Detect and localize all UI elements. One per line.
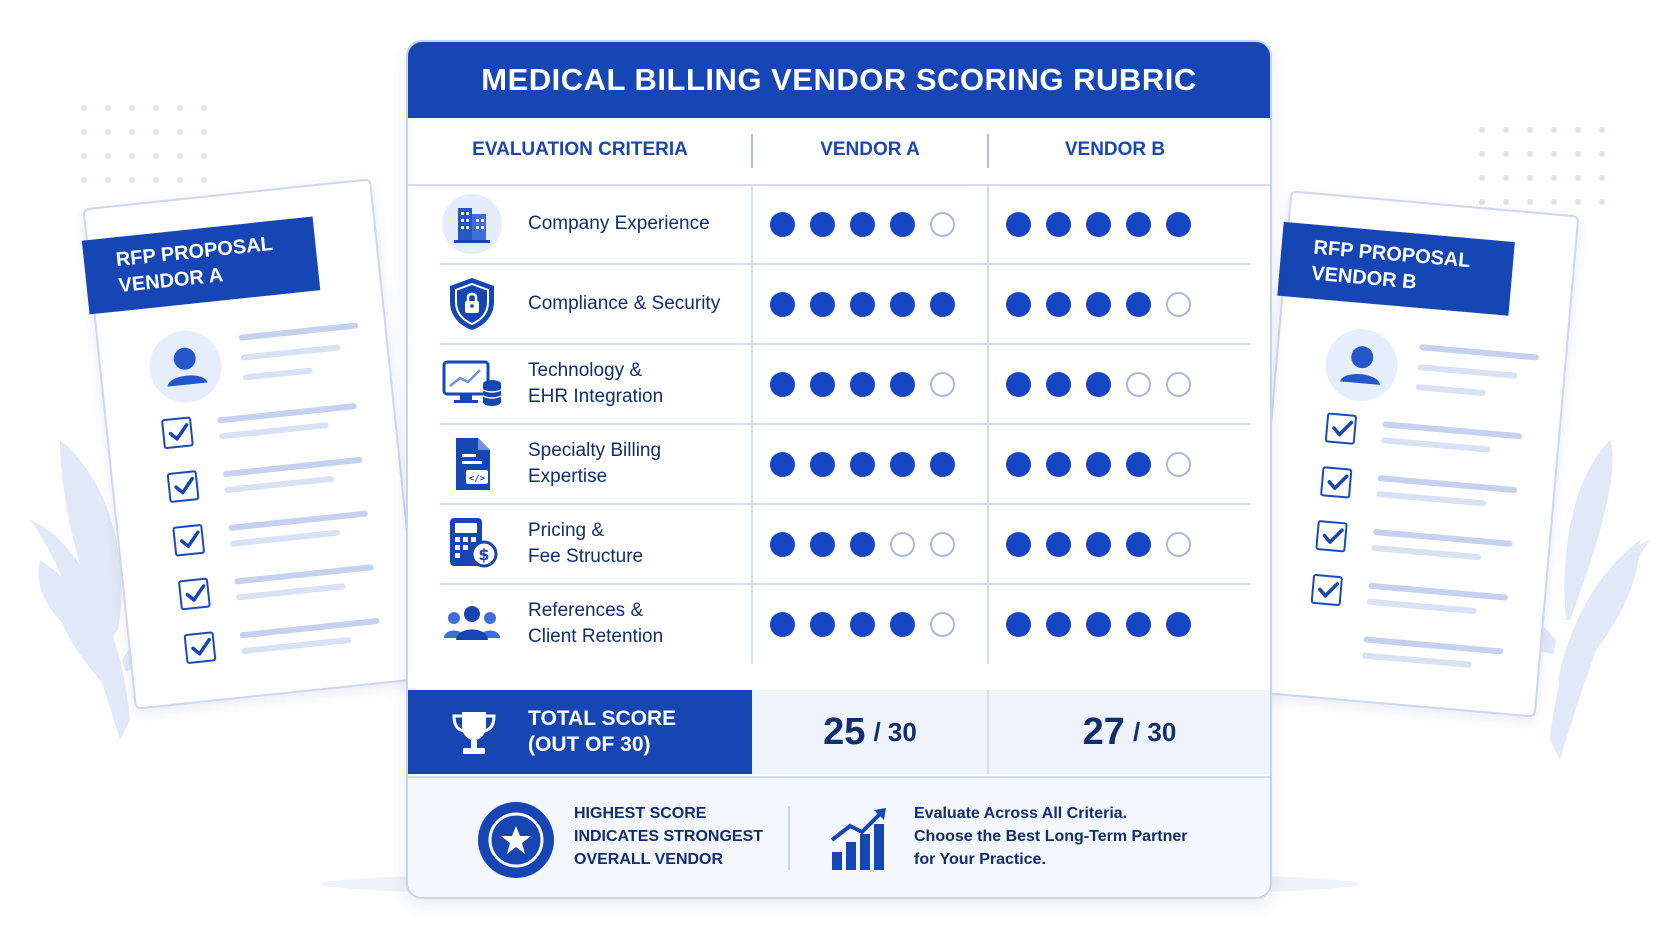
checkbox-checked: [1311, 574, 1344, 607]
total-score-value-a: 25: [823, 710, 866, 753]
rating-vendor-b: [1006, 532, 1191, 560]
total-score-vendor-b: [989, 690, 1270, 774]
column-divider: [751, 424, 753, 504]
calculator-dollar-icon: [440, 514, 504, 574]
rating-dot-empty: [1166, 452, 1191, 477]
column-divider: [987, 504, 989, 584]
text-line: [1362, 652, 1472, 668]
column-divider: [751, 344, 753, 424]
criteria-row: [408, 344, 1270, 424]
text-line: [1381, 437, 1491, 453]
checkbox-checked: [184, 631, 217, 664]
criteria-label-text: Compliance & Security: [528, 293, 721, 314]
total-score-out-of-b: / 30: [1132, 716, 1177, 747]
criteria-row: [408, 504, 1270, 584]
svg-text:$: $: [478, 545, 490, 564]
table-header: [408, 118, 1270, 186]
text-line: [219, 422, 329, 439]
rating-dot-filled: [1086, 532, 1111, 557]
checkmark-icon: [1329, 416, 1355, 442]
text-line: [241, 637, 351, 654]
text-line: [234, 564, 374, 585]
user-icon: [146, 327, 225, 406]
avatar: [146, 327, 225, 406]
rating-dot-filled: [770, 612, 795, 637]
criteria-label: [528, 584, 748, 664]
text-line: [224, 476, 334, 493]
rating-dot-filled: [890, 372, 915, 397]
rating-dot-filled: [1006, 612, 1031, 637]
criteria-row: [408, 264, 1270, 344]
rating-dot-filled: [850, 532, 875, 557]
column-divider: [987, 584, 989, 664]
text-line: [243, 367, 313, 380]
building-icon: [440, 194, 504, 254]
rating-dot-filled: [1046, 292, 1071, 317]
rating-vendor-a: [770, 612, 955, 640]
rating-dot-filled: [1086, 612, 1111, 637]
total-score-row: [408, 690, 1270, 774]
text-line: [1378, 475, 1518, 493]
rating-dot-empty: [930, 532, 955, 557]
column-header-vendor-a: VENDOR A: [820, 139, 920, 160]
column-divider: [751, 264, 753, 344]
total-score-value-b: 27: [1082, 710, 1125, 753]
text-line: [1419, 344, 1539, 360]
rating-dot-filled: [1006, 532, 1031, 557]
column-divider: [987, 184, 989, 264]
proposal-document-vendor-b: [1247, 190, 1580, 717]
proposal-document-vendor-a: [82, 178, 423, 710]
rating-dot-filled: [890, 452, 915, 477]
criteria-row: [408, 424, 1270, 504]
rating-dot-empty: [930, 372, 955, 397]
text-line: [241, 344, 341, 360]
total-score-out-of-a: / 30: [873, 716, 917, 747]
rating-dot-filled: [1126, 212, 1151, 237]
dot-grid-left: [81, 105, 207, 183]
rating-dot-filled: [890, 292, 915, 317]
rating-dot-empty: [1166, 532, 1191, 557]
scoring-rubric-card: [406, 40, 1272, 899]
proposal-banner-vendor-a: [82, 217, 320, 315]
footer-divider: [788, 806, 790, 870]
checkmark-icon: [182, 581, 208, 607]
checkbox-checked: [172, 524, 205, 557]
rating-dot-filled: [850, 612, 875, 637]
footer-left-note-text: HIGHEST SCORE INDICATES STRONGEST OVERALL VENDOR: [574, 805, 764, 868]
footer-left-note: [574, 802, 774, 871]
svg-text:</>: </>: [468, 474, 486, 484]
rating-dot-filled: [850, 292, 875, 317]
rating-dot-filled: [1086, 292, 1111, 317]
proposal-banner-vendor-b: [1277, 222, 1515, 316]
footer-notes: [408, 776, 1270, 899]
rating-dot-filled: [1166, 212, 1191, 237]
checkbox-checked: [178, 577, 211, 610]
checkmark-icon: [188, 634, 214, 660]
column-divider: [987, 264, 989, 344]
criteria-label: [528, 184, 748, 264]
rating-vendor-b: [1006, 372, 1191, 400]
rating-dot-filled: [1006, 292, 1031, 317]
code-document-icon: [440, 434, 504, 494]
rating-dot-filled: [1166, 612, 1191, 637]
rating-dot-filled: [810, 292, 835, 317]
rating-dot-filled: [1006, 452, 1031, 477]
column-divider: [987, 424, 989, 504]
rating-vendor-b: [1006, 452, 1191, 480]
column-divider: [987, 344, 989, 424]
text-line: [236, 583, 346, 600]
criteria-label: [528, 344, 748, 424]
rating-dot-filled: [1046, 212, 1071, 237]
rating-dot-filled: [810, 612, 835, 637]
criteria-label: [528, 504, 748, 584]
rating-dot-filled: [850, 452, 875, 477]
criteria-label-text: Company Experience: [528, 213, 710, 234]
people-group-icon: [440, 594, 504, 654]
column-header-vendor-b: VENDOR B: [1064, 139, 1166, 160]
rating-dot-filled: [1006, 212, 1031, 237]
total-score-label-text: TOTAL SCORE (OUT OF 30): [528, 707, 677, 756]
footer-right-note: [914, 802, 1234, 871]
footer-right-note-text: Evaluate Across All Criteria. Choose the Best Long-Term Partner for Your Practice.: [914, 805, 1188, 868]
rating-dot-empty: [890, 532, 915, 557]
user-icon: [1323, 326, 1401, 404]
criteria-label: [528, 424, 748, 504]
rating-dot-filled: [1046, 372, 1071, 397]
dot-grid-right: [1479, 127, 1605, 205]
rating-dot-filled: [1086, 212, 1111, 237]
checkbox-checked: [1315, 520, 1348, 553]
rating-dot-filled: [930, 452, 955, 477]
rating-vendor-a: [770, 532, 955, 560]
text-line: [1363, 636, 1503, 654]
text-line: [228, 510, 368, 531]
star-badge-icon: [476, 800, 556, 880]
criteria-row: [408, 584, 1270, 664]
text-line: [217, 403, 357, 424]
checkbox-checked: [167, 470, 200, 503]
criteria-label-text: Specialty Billing Expertise: [528, 440, 662, 487]
column-divider: [751, 584, 753, 664]
proposal-banner-text: RFP PROPOSAL VENDOR B: [1310, 236, 1472, 294]
text-line: [223, 457, 363, 478]
trophy-icon: [446, 704, 502, 760]
rating-dot-empty: [1166, 292, 1191, 317]
checkmark-icon: [1320, 523, 1346, 549]
rating-dot-filled: [850, 212, 875, 237]
rating-dot-filled: [770, 532, 795, 557]
rating-dot-filled: [810, 212, 835, 237]
rating-dot-filled: [1086, 452, 1111, 477]
text-line: [230, 529, 340, 546]
criteria-label-text: References & Client Retention: [528, 600, 664, 647]
text-line: [1416, 384, 1486, 396]
checkmark-icon: [165, 420, 191, 446]
proposal-banner-text: RFP PROPOSAL VENDOR A: [114, 232, 274, 298]
rating-vendor-a: [770, 452, 955, 480]
shield-lock-icon: [440, 274, 504, 334]
total-score-label: [528, 690, 748, 774]
checkmark-icon: [171, 473, 197, 499]
checkmark-icon: [1324, 470, 1350, 496]
total-score-vendor-a: [752, 690, 988, 774]
rating-vendor-a: [770, 372, 955, 400]
rating-dot-filled: [1046, 612, 1071, 637]
rating-dot-empty: [1166, 372, 1191, 397]
rating-dot-filled: [770, 292, 795, 317]
total-score-label-cell: [408, 690, 752, 774]
text-line: [1373, 529, 1513, 547]
criteria-label-text: Technology & EHR Integration: [528, 360, 664, 407]
criteria-label-text: Pricing & Fee Structure: [528, 520, 644, 567]
rating-vendor-b: [1006, 292, 1191, 320]
rating-dot-filled: [1126, 612, 1151, 637]
rating-dot-filled: [890, 612, 915, 637]
rating-vendor-a: [770, 292, 955, 320]
avatar: [1323, 326, 1401, 404]
growth-chart-icon: [828, 804, 892, 874]
text-line: [1371, 545, 1481, 561]
column-divider: [751, 184, 753, 264]
monitor-database-icon: [440, 354, 504, 414]
column-divider: [751, 504, 753, 584]
title-bar: [408, 42, 1270, 118]
checkbox-checked: [1325, 412, 1358, 445]
rating-dot-filled: [1006, 372, 1031, 397]
rating-dot-empty: [930, 212, 955, 237]
rating-dot-filled: [1046, 532, 1071, 557]
checkmark-icon: [1315, 577, 1341, 603]
text-line: [1368, 583, 1508, 601]
rating-dot-filled: [1126, 532, 1151, 557]
text-line: [1417, 364, 1517, 379]
criteria-row: [408, 184, 1270, 264]
rating-dot-empty: [1126, 372, 1151, 397]
rating-dot-filled: [770, 452, 795, 477]
checkbox-checked: [161, 416, 194, 449]
rating-dot-filled: [850, 372, 875, 397]
text-line: [1367, 599, 1477, 615]
rating-vendor-a: [770, 212, 955, 240]
text-line: [240, 618, 380, 639]
rating-dot-empty: [930, 612, 955, 637]
checkbox-checked: [1320, 466, 1353, 499]
text-line: [1376, 491, 1486, 507]
rating-vendor-b: [1006, 212, 1191, 240]
rating-dot-filled: [1126, 452, 1151, 477]
checkmark-icon: [177, 527, 203, 553]
text-line: [239, 322, 359, 341]
criteria-label: [528, 264, 748, 344]
rating-dot-filled: [930, 292, 955, 317]
rating-dot-filled: [1086, 372, 1111, 397]
rating-dot-filled: [770, 212, 795, 237]
rating-dot-filled: [810, 372, 835, 397]
rating-dot-filled: [810, 532, 835, 557]
rating-dot-filled: [890, 212, 915, 237]
column-header-criteria: EVALUATION CRITERIA: [472, 139, 688, 160]
rating-dot-filled: [810, 452, 835, 477]
text-line: [1382, 421, 1522, 439]
rating-dot-filled: [1046, 452, 1071, 477]
rubric-title: MEDICAL BILLING VENDOR SCORING RUBRIC: [481, 62, 1197, 97]
rating-vendor-b: [1006, 612, 1191, 640]
rating-dot-filled: [1126, 292, 1151, 317]
rating-dot-filled: [770, 372, 795, 397]
